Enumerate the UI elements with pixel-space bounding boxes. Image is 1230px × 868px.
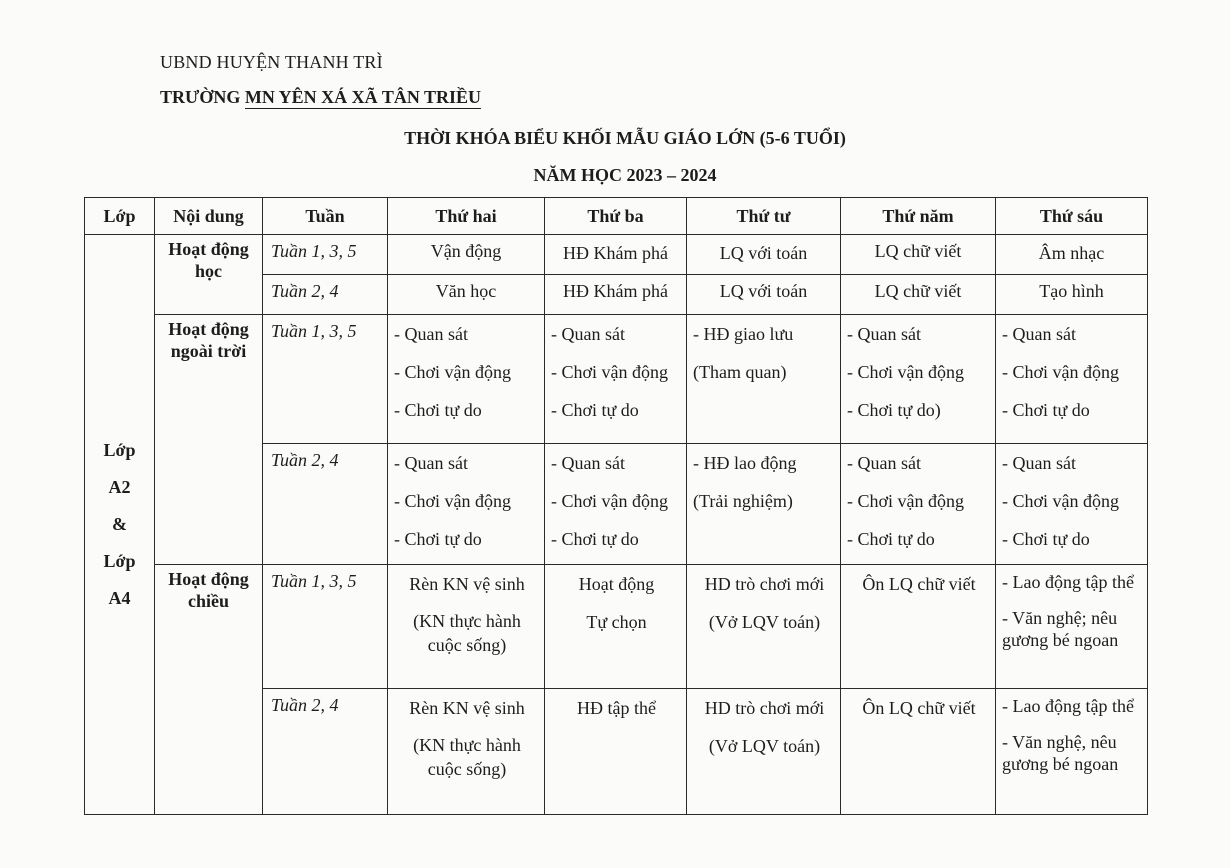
activity-line: HĐ tập thể [577,698,656,718]
schedule-cell: HĐ Khám phá [545,235,687,275]
col-header-lop: Lớp [85,198,155,235]
school-name [160,87,481,108]
activity-line: - Quan sát [847,324,921,344]
schedule-cell [996,689,1148,815]
schedule-cell [996,315,1148,444]
schedule-cell: LQ với toán [687,275,841,315]
activity-line: (Vở LQV toán) [708,736,821,756]
schedule-cell: Văn học [388,275,545,315]
activity-line: - Lao động tập thể [1002,696,1134,716]
week-cell: Tuần 2, 4 [263,689,388,815]
activity-line: - Chơi tự do [551,400,639,420]
section-name [155,235,263,315]
activity-line: - HĐ giao lưu [693,324,794,344]
activity-line: - Chơi vận động [551,362,669,382]
activity-line: HD trò chơi mới [704,698,825,718]
schedule-cell: LQ với toán [687,235,841,275]
col-header-noi-dung: Nội dung [155,198,263,235]
activity-line: (Trải nghiệm) [693,491,793,511]
schedule-cell [996,565,1148,689]
activity-line: - Quan sát [394,324,468,344]
week-cell: Tuần 1, 3, 5 [263,565,388,689]
activity-line: - Chơi tự do) [847,400,941,420]
activity-line: - Chơi vận động [394,491,512,511]
schedule-cell [545,565,687,689]
schedule-cell [388,315,545,444]
schedule-cell [841,565,996,689]
activity-line: - Quan sát [847,453,921,473]
activity-line: - Quan sát [1002,453,1076,473]
schedule-cell: LQ chữ viết [841,235,996,275]
class-label [85,235,155,815]
activity-line: (KN thực hành [413,735,521,755]
section-name-line: ngoài trời [170,341,247,361]
schedule-cell [687,315,841,444]
activity-line: - Chơi tự do [1002,400,1090,420]
activity-line: (Tham quan) [693,362,787,382]
col-header-thu-nam: Thứ năm [841,198,996,235]
schedule-cell [687,444,841,565]
schedule-cell: Vận động [388,235,545,275]
section-name-line: Hoạt động [168,569,249,589]
timetable [84,197,1148,815]
class-label-line: Lớp [103,440,136,460]
week-cell: Tuần 1, 3, 5 [263,315,388,444]
week-cell: Tuần 2, 4 [263,275,388,315]
activity-line: - Quan sát [551,324,625,344]
activity-line: - Văn nghệ; nêu gương bé ngoan [1002,608,1119,650]
class-label-line: A4 [108,588,131,608]
activity-line: - Chơi tự do [394,400,482,420]
activity-line: Hoạt động [578,574,655,594]
activity-line: - Chơi tự do [847,529,935,549]
header-row [85,198,1148,235]
activity-line: - Quan sát [1002,324,1076,344]
col-header-thu-ba: Thứ ba [545,198,687,235]
schedule-cell: Tạo hình [996,275,1148,315]
week-cell: Tuần 2, 4 [263,444,388,565]
activity-line: - HĐ lao động [693,453,797,473]
activity-line: Rèn KN vệ sinh [409,574,525,594]
schedule-cell: Âm nhạc [996,235,1148,275]
activity-line: cuộc sống) [427,635,507,655]
activity-line: cuộc sống) [427,759,507,779]
class-label-line: & [112,514,127,534]
schedule-cell [841,689,996,815]
activity-line: - Chơi vận động [847,491,965,511]
activity-line: - Lao động tập thể [1002,572,1134,592]
col-header-tuan: Tuần [263,198,388,235]
activity-line: - Quan sát [551,453,625,473]
table-row [85,235,1148,275]
activity-line: - Chơi vận động [394,362,512,382]
section-name-line: Hoạt động [168,319,249,339]
class-label-line: A2 [108,477,131,497]
schedule-cell [841,315,996,444]
col-header-thu-sau: Thứ sáu [996,198,1148,235]
schedule-cell [841,444,996,565]
activity-line: Ôn LQ chữ viết [862,574,976,594]
activity-line: (KN thực hành [413,611,521,631]
activity-line: HD trò chơi mới [704,574,825,594]
activity-line: Tự chọn [586,612,647,632]
section-name-line: Hoạt động [168,239,249,259]
activity-line: - Chơi vận động [847,362,965,382]
section-name [155,315,263,565]
activity-line: - Quan sát [394,453,468,473]
activity-line: - Chơi vận động [551,491,669,511]
schedule-cell [388,444,545,565]
schedule-cell [687,689,841,815]
school-name-underlined: MN YÊN XÁ XÃ TÂN TRIỀU [244,87,482,107]
activity-line: Rèn KN vệ sinh [409,698,525,718]
table-row [85,315,1148,444]
col-header-thu-hai: Thứ hai [388,198,545,235]
document-title: THỜI KHÓA BIỂU KHỐI MẪU GIÁO LỚN (5-6 TUỔI) [404,128,846,148]
activity-line: - Chơi tự do [551,529,639,549]
activity-line: - Chơi tự do [394,529,482,549]
table-row [85,565,1148,689]
section-name-line: chiều [187,591,229,611]
schedule-cell [545,315,687,444]
schedule-cell: HĐ Khám phá [545,275,687,315]
schedule-cell [388,689,545,815]
school-prefix: TRƯỜNG [160,87,245,107]
activity-line: (Vở LQV toán) [708,612,821,632]
activity-line: - Chơi vận động [1002,491,1120,511]
col-header-thu-tu: Thứ tư [687,198,841,235]
week-cell: Tuần 1, 3, 5 [263,235,388,275]
activity-line: - Chơi tự do [1002,529,1090,549]
schedule-cell [388,565,545,689]
schedule-cell [687,565,841,689]
agency-name: UBND HUYỆN THANH TRÌ [160,52,383,72]
schedule-cell: LQ chữ viết [841,275,996,315]
section-name [155,565,263,815]
school-year: NĂM HỌC 2023 – 2024 [533,165,717,185]
schedule-cell [545,689,687,815]
schedule-cell [996,444,1148,565]
section-name-line: học [195,261,222,281]
activity-line: - Văn nghệ, nêu gương bé ngoan [1002,732,1119,774]
schedule-cell [545,444,687,565]
class-label-line: Lớp [103,551,136,571]
activity-line: Ôn LQ chữ viết [862,698,976,718]
activity-line: - Chơi vận động [1002,362,1120,382]
